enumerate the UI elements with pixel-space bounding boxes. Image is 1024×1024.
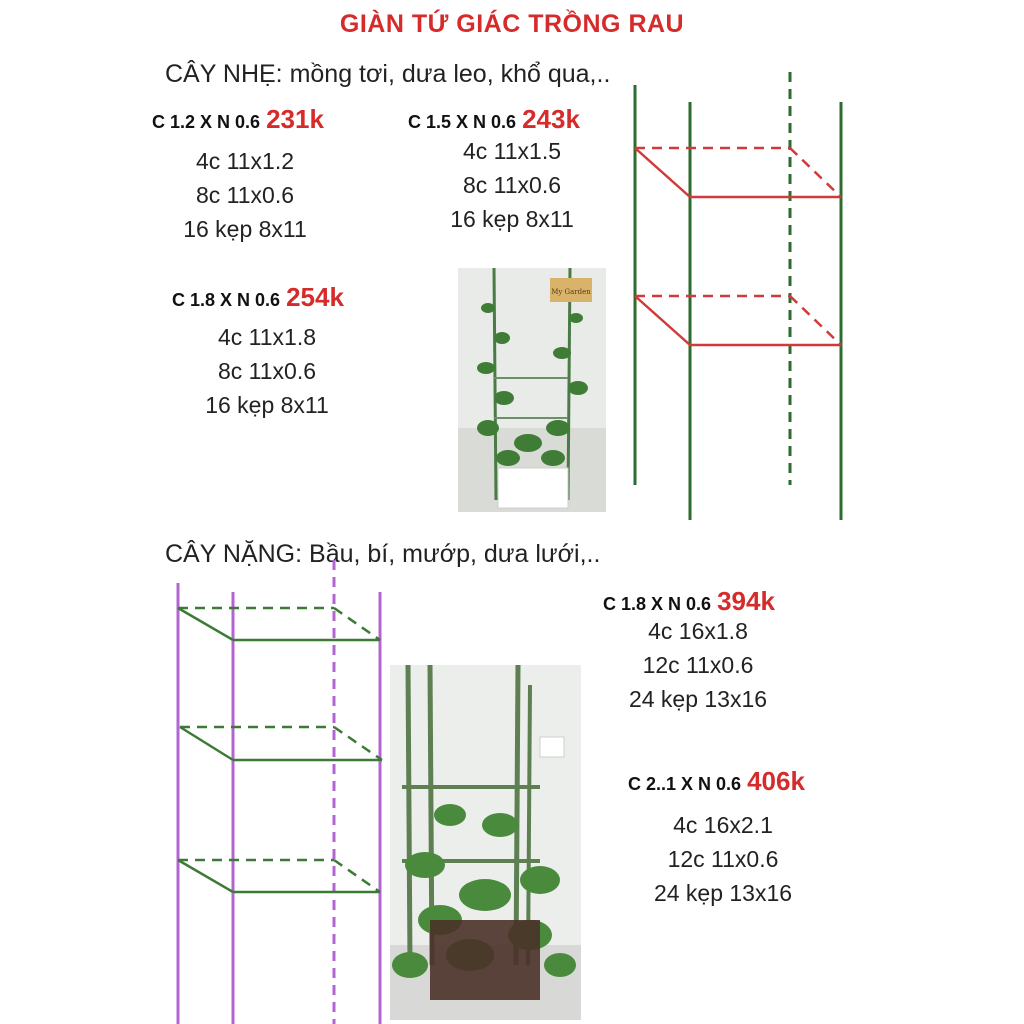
option-dimensions: C 1.5 X N 0.6	[408, 112, 517, 132]
heavy-option-1	[603, 586, 775, 617]
light-option-1	[152, 104, 324, 135]
spec-line: 4c 11x1.8	[217, 324, 317, 350]
spec-line: 4c 16x1.8	[648, 618, 748, 644]
light-trellis-photo	[458, 268, 606, 512]
spec-line: 4c 16x2.1	[673, 812, 773, 838]
spec-line: 8c 11x0.6	[195, 182, 295, 208]
spec-line: 24 kẹp 13x16	[628, 686, 768, 712]
light-option-3	[172, 282, 344, 313]
spec-line: 4c 11x1.5	[462, 138, 562, 164]
option-dimensions: C 1.8 X N 0.6	[172, 290, 281, 310]
heavy-option-1-specs	[618, 614, 778, 716]
option-price: 394k	[717, 586, 775, 616]
option-price: 231k	[266, 104, 324, 134]
option-dimensions: C 1.2 X N 0.6	[152, 112, 261, 132]
page-title: GIÀN TỨ GIÁC TRỒNG RAU	[339, 10, 685, 38]
spec-line: 16 kẹp 8x11	[205, 392, 329, 418]
spec-line: 24 kẹp 13x16	[653, 880, 793, 906]
spec-line: 8c 11x0.6	[462, 172, 562, 198]
option-dimensions: C 1.8 X N 0.6	[603, 594, 712, 614]
option-dimensions: C 2..1 X N 0.6	[628, 774, 742, 794]
spec-line: 4c 11x1.2	[195, 148, 295, 174]
heavy-trellis-photo	[390, 665, 581, 1020]
light-plants-heading: CÂY NHẸ: mồng tơi, dưa leo, khổ qua,..	[165, 60, 611, 88]
option-price: 243k	[522, 104, 580, 134]
spec-line: 12c 11x0.6	[667, 846, 779, 872]
spec-line: 16 kẹp 8x11	[450, 206, 574, 232]
light-option-3-specs	[187, 320, 347, 422]
heavy-option-2-specs	[643, 808, 803, 910]
heavy-option-2	[628, 766, 805, 797]
spec-line: 12c 11x0.6	[642, 652, 754, 678]
heavy-plants-heading: CÂY NẶNG: Bầu, bí, mướp, dưa lưới,..	[165, 540, 601, 568]
light-option-2	[408, 104, 580, 135]
spec-line: 16 kẹp 8x11	[183, 216, 307, 242]
photo-sign-text: My Garden	[551, 288, 591, 296]
option-price: 406k	[747, 766, 805, 796]
spec-line: 8c 11x0.6	[217, 358, 317, 384]
light-option-1-specs	[165, 144, 325, 246]
option-price: 254k	[286, 282, 344, 312]
light-option-2-specs	[432, 134, 592, 236]
